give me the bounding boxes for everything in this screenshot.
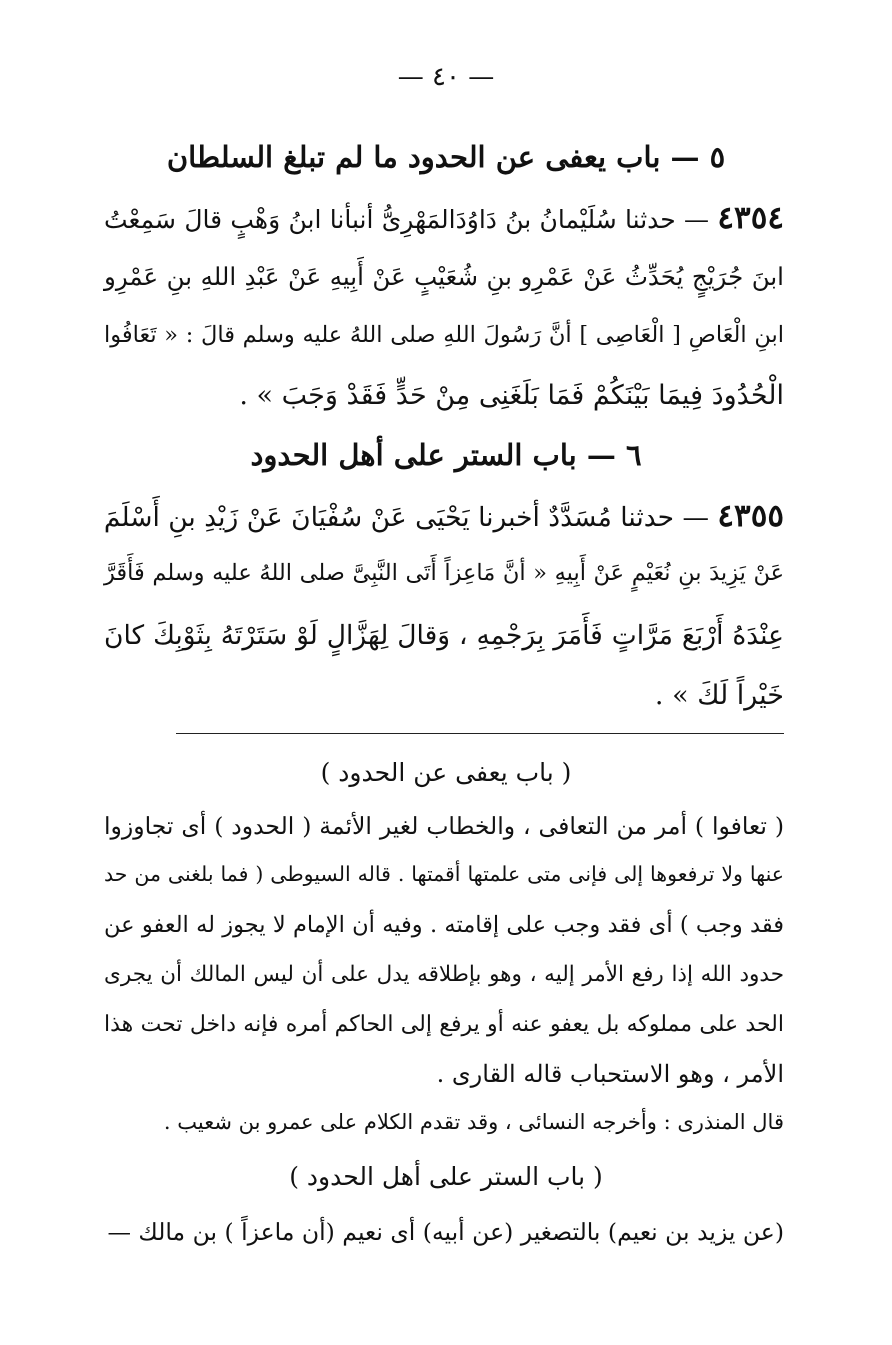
chapter-5-heading: ٥ — باب يعفى عن الحدود ما لم تبلغ السلطان bbox=[166, 140, 726, 174]
commentary-line-5: الحد على مملوكه بل يعفو عنه أو يرفع إلى الحاكم أمره فإنه داخل تحت هذا bbox=[104, 1012, 784, 1037]
commentary-line-3: فقد وجب ) أى فقد وجب على إقامته . وفيه أن الإمام لا يجوز له العفو عن bbox=[104, 912, 784, 938]
commentary-line-6: الأمر ، وهو الاستحباب قاله القارى . bbox=[436, 1060, 784, 1088]
hadith-number: ٤٣٥٤ bbox=[717, 200, 784, 236]
hadith-4355-line-2: عَنْ يَزِيدَ بنِ نُعَيْمٍ عَنْ أَبِيهِ « أنَّ مَاعِزاً أَتَى النَّبِىَّ صلى اللهُ عليه وسلم فَأَقَرَّ bbox=[104, 560, 784, 586]
commentary-line-2: عنها ولا ترفعوها إلى فإنى متى علمتها أقمتها . قاله السيوطى ( فما بلغنى من حد bbox=[104, 862, 784, 886]
hadith-4355-line-3: عِنْدَهُ أَرْبَعَ مَرَّاتٍ فَأَمَرَ بِرَجْمِهِ ، وَقالَ لِهَزَّالٍ لَوْ سَتَرْتَهُ بِثَوْبِكَ كانَ bbox=[104, 620, 784, 651]
commentary-line-7: (عن يزيد بن نعيم) بالتصغير (عن أبيه) أى نعيم (أن ماعزاً ) بن مالك — bbox=[107, 1218, 784, 1246]
hadith-text: — حدثنا سُلَيْمانُ بنُ دَاوُدَالمَهْرِىُّ أنبأنا ابنُ وَهْبٍ قالَ سَمِعْتُ bbox=[104, 205, 710, 234]
hadith-4354-line-1 bbox=[104, 200, 784, 236]
hadith-number: ٤٣٥٥ bbox=[717, 498, 784, 534]
hadith-4355-line-4: خَيْراً لَكَ » . bbox=[654, 680, 784, 711]
chapter-6-heading: ٦ — باب الستر على أهل الحدود bbox=[250, 438, 642, 472]
hadith-4354-line-3: ابنِ الْعَاصِ [ الْعَاصِى ] أنَّ رَسُولَ اللهِ صلى اللهُ عليه وسلم قالَ : « تَعَافُوا bbox=[104, 322, 784, 348]
commentary-line-1: ( تعافوا ) أمر من التعافى ، والخطاب لغير الأئمة ( الحدود ) أى تجاوزوا bbox=[104, 812, 784, 840]
commentary-heading-1: ( باب يعفى عن الحدود ) bbox=[320, 758, 572, 787]
commentary-line-4: حدود الله إذا رفع الأمر إليه ، وهو بإطلاقه يدل على أن ليس المالك أن يجرى bbox=[104, 962, 784, 987]
hadith-4354-line-4: الْحُدُودَ فِيمَا بَيْنَكُمْ فَمَا بَلَغَنِى مِنْ حَدٍّ فَقَدْ وَجَبَ » . bbox=[239, 380, 784, 411]
hadith-4354-line-2: ابنَ جُرَيْجٍ يُحَدِّثُ عَنْ عَمْرِو بنِ شُعَيْبٍ عَنْ أَبِيهِ عَنْ عَبْدِ اللهِ بنِ عَمْرِو bbox=[104, 262, 784, 291]
footnote-divider bbox=[176, 733, 784, 734]
page-number: — ٤٠ — bbox=[397, 62, 495, 92]
mundhiri-note: قال المنذرى : وأخرجه النسائى ، وقد تقدم الكلام على عمرو بن شعيب . bbox=[163, 1110, 784, 1134]
hadith-text: — حدثنا مُسَدَّدٌ أخبرنا يَحْيَى عَنْ سُفْيَانَ عَنْ زَيْدِ بنِ أَسْلَمَ bbox=[103, 502, 709, 533]
hadith-4355-line-1 bbox=[104, 498, 784, 534]
commentary-heading-2: ( باب الستر على أهل الحدود ) bbox=[289, 1162, 603, 1191]
